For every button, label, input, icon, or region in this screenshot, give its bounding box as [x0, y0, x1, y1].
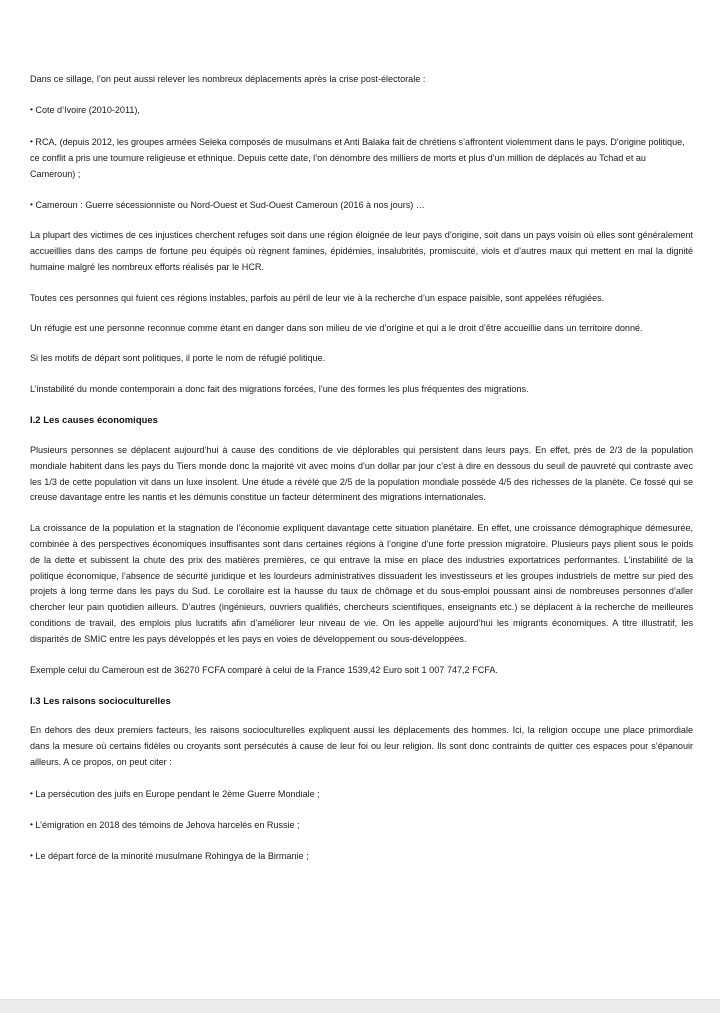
paragraph-exemple-smic: Exemple celui du Cameroun est de 36270 FCFA comparé à celui de la France 1539,42 Euro soit 1 007 747,2 FCFA.	[30, 664, 498, 675]
heading-i2-causes-economiques: I.2 Les causes économiques	[30, 414, 158, 426]
bullet-dot-icon: •	[30, 135, 33, 146]
paragraph-economique-1: Plusieurs personnes se déplacent aujourd’hui à cause des conditions de vie déplorables qui persistent dans leurs pays. En effet, près de 2/3 de la population mondiale habitent dans les pays du Tiers monde donc la majorité vit avec moins d’un dollar par jour c’est à dire en dessous du seuil de pauvreté qui contraste avec les 1/3 de cette population vit dans un luxe insolent. Une étude a révélé que 2/5 de la population mondiale possède 4/5 des richesses de la planète. Ce fossé qui se creuse davantage entre les nantis et les démunis constitue un facteur déterminent des migrations internationales.	[30, 444, 693, 503]
paragraph-definition-refugie: Un réfugie est une personne reconnue comme étant en danger dans son milieu de vie d’origine et qui a le droit d’être accueillie dans un territoire donné.	[30, 323, 643, 334]
bullet-dot-icon: •	[30, 819, 33, 829]
bullet-dot-icon: •	[30, 787, 33, 798]
list-item-label: Cameroun : Guerre sécessionniste ou Nord-Ouest et Sud-Ouest Cameroun (2016 à nos jours) …	[35, 200, 425, 211]
bullet-dot-icon: •	[30, 199, 33, 210]
list-item-persecution-juifs	[30, 786, 693, 803]
page-separator-strip	[0, 999, 720, 1013]
paragraph-refugiees: Toutes ces personnes qui fuient ces régions instables, parfois au péril de leur vie à la recherche d’un espace paisible, sont appelées réfugiées.	[30, 292, 605, 303]
intro-paragraph: Dans ce sillage, l’on peut aussi relever les nombreux déplacements après la crise post-électorale :	[30, 74, 426, 84]
list-item-label: La persécution des juifs en Europe pendant le 2ème Guerre Mondiale ;	[35, 788, 320, 799]
document-text-column	[30, 72, 693, 880]
list-item-cameroun	[30, 197, 693, 214]
paragraph-victimes: La plupart des victimes de ces injustices cherchent refuges soit dans une région éloignée de leur pays d’origine, soit dans un pays voisin où elles sont généralement accueillies dans des camps de fortune peu équipés où règnent famines, épidémies, insalubrités, promiscuité, viols et d’autres maux qui mettent en mal la dignité humaine malgré les nombreux efforts réalisés par le HCR.	[30, 230, 693, 273]
list-item-rohingya	[30, 848, 693, 865]
list-item-cote-ivoire	[30, 102, 693, 119]
list-item-label: Cote d’Ivoire (2010-2011),	[35, 105, 140, 116]
list-item-rca	[30, 134, 693, 183]
bullet-dot-icon: •	[30, 104, 33, 115]
list-item-label: RCA, (depuis 2012, les groupes armées Seleka composés de musulmans et Anti Balaka fait de chrétiens s’affrontent violemment dans le pays. D’origine politique, ce conflit a pris une tournure religieuse et ethnique. Depuis cette date, l’on dénombre des milliers de morts et plus d’un million de déplacés au Tchad et au Cameroun) ;	[30, 136, 685, 179]
paragraph-refugie-politique: Si les motifs de départ sont politiques, il porte le nom de réfugié politique.	[30, 353, 326, 364]
list-item-emigration-jehova	[30, 817, 693, 834]
paragraph-instabilite: L’instabilité du monde contemporain a donc fait des migrations forcées, l’une des formes les plus fréquentes des migrations.	[30, 383, 529, 394]
list-item-label: L’émigration en 2018 des témoins de Jehova harcelés en Russie ;	[35, 820, 300, 830]
heading-i3-raisons-socioculturelles: I.3 Les raisons socioculturelles	[30, 694, 171, 706]
list-item-label: Le départ forcé de la minorité musulmane Rohingya de la Birmanie ;	[35, 851, 309, 862]
bullet-dot-icon: •	[30, 850, 33, 861]
paragraph-economique-2: La croissance de la population et la stagnation de l’économie expliquent davantage cette situation planétaire. En effet, une croissance démographique démesurée, combinée à des perspectives économiques insuffisantes sont dans certaines régions à l’origine d’une forte pression migratoire. Plusieurs pays plient sous le poids de la dette et subissent la chute des prix des matières premières, ce qui entrave la mise en place des industries exportatrices performantes. L’instabilité de la politique économique, l’absence de sécurité juridique et les lourdeurs administratives dissuadent les investisseurs et les groupes industriels de mettre sur pied des projets à long terme dans les pays du Sud. Le corollaire est la hausse du taux de chômage et du sous-emploi poussant ainsi de nombreuses personnes d’aller chercher leur pain quotidien ailleurs. D’autres (ingénieurs, ouvriers qualifiés, chercheurs scientifiques, enseignants etc.) se déplacent à la recherche de meilleures conditions de travail, des emplois plus lucratifs afin d’améliorer leur niveau de vie. On les appelle aujourd’hui les migrants économiques. A titre illustratif, les disparités de SMIC entre les pays développés et les pays en voies de développement ou sous-développées.	[30, 522, 693, 645]
paragraph-socioculturel: En dehors des deux premiers facteurs, les raisons socioculturelles expliquent aussi les déplacements des hommes. Ici, la religion occupe une place primordiale dans la mesure où certains fidèles ou croyants sont persécutés à cause de leur foi ou leur religion. Ils sont donc contraints de quitter ces espaces pour s’épanouir ailleurs. A ce propos, on peut citer :	[30, 725, 693, 768]
